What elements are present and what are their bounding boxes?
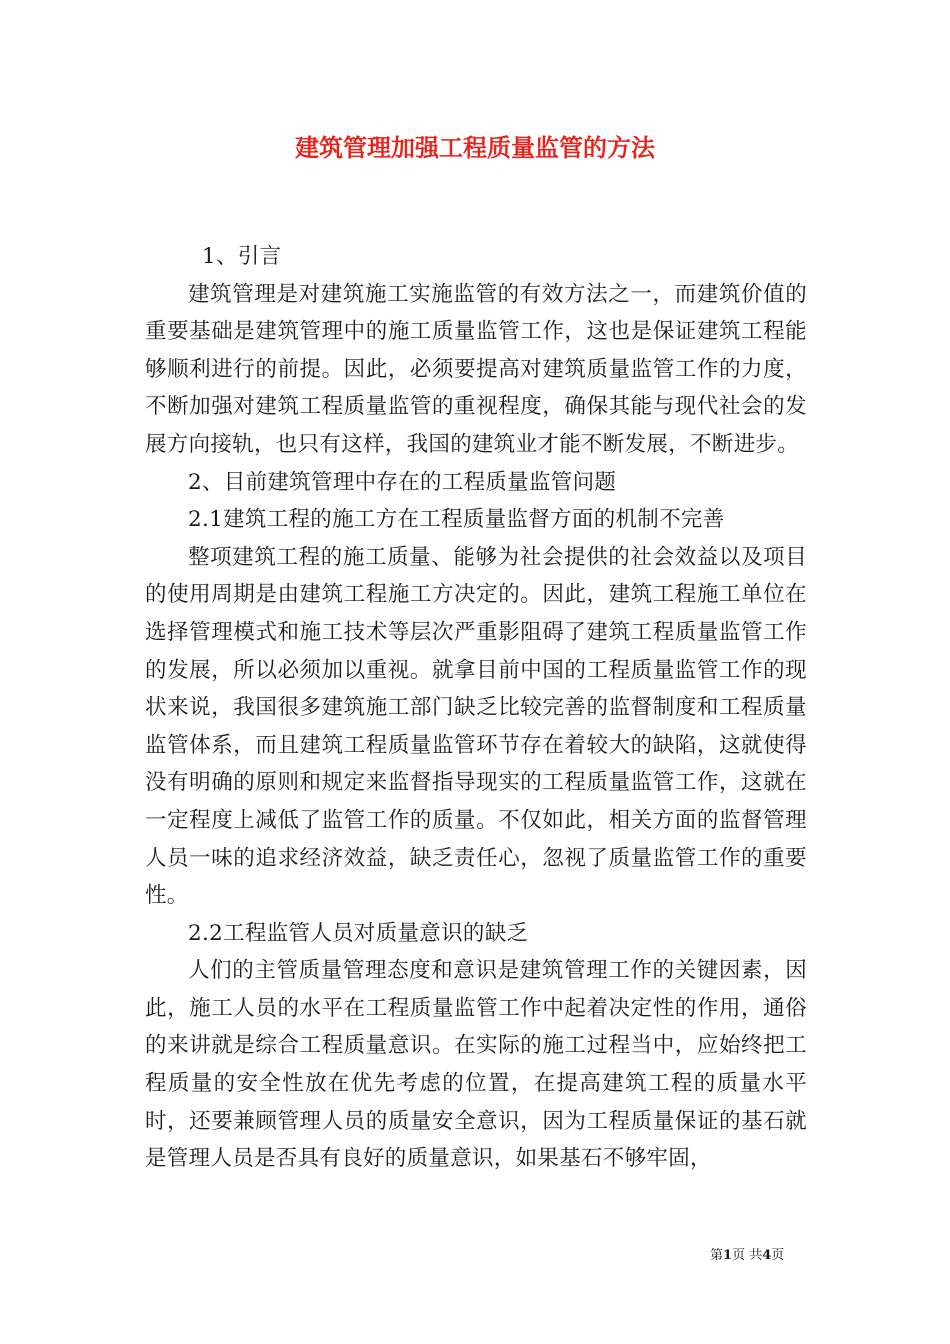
- subsection-heading-2-1: 2.1建筑工程的施工方在工程质量监督方面的机制不完善: [188, 507, 725, 533]
- document-title: 建筑管理加强工程质量监管的方法: [295, 133, 655, 162]
- footer-suffix: 页: [771, 1248, 785, 1263]
- document-body: [145, 238, 807, 1178]
- footer-middle: 页 共: [732, 1248, 763, 1263]
- page-footer: [710, 1247, 830, 1265]
- subsection-heading-2-2: 2.2工程监管人员对质量意识的缺乏: [188, 920, 529, 946]
- paragraph-intro: 建筑管理是对建筑施工实施监管的有效方法之一，而建筑价值的重要基础是建筑管理中的施工质量监管工作，这也是保证建筑工程能够顺利进行的前提。因此，必须要提高对建筑质量监管工作的力度，不断加强对建筑工程质量监管的重视程度，确保其能与现代社会的发展方向接轨，也只有这样，我国的建筑业才能不断发展，不断进步。: [145, 281, 807, 457]
- footer-prefix: 第: [710, 1248, 724, 1263]
- footer-current-page: 1: [723, 1248, 733, 1263]
- section-heading-problems: 2、目前建筑管理中存在的工程质量监管问题: [188, 469, 617, 495]
- paragraph-2-2: 人们的主管质量管理态度和意识是建筑管理工作的关键因素，因此，施工人员的水平在工程质量监管工作中起着决定性的作用，通俗的来讲就是综合工程质量意识。在实际的施工过程当中，应始终把工程质量的安全性放在优先考虑的位置，在提高建筑工程的质量水平时，还要兼顾管理人员的质量安全意识，因为工程质量保证的基石就是管理人员是否具有良好的质量意识，如果基石不够牢固，: [145, 958, 807, 1172]
- paragraph-2-1: 整项建筑工程的施工质量、能够为社会提供的社会效益以及项目的使用周期是由建筑工程施工方决定的。因此，建筑工程施工单位在选择管理模式和施工技术等层次严重影阻碍了建筑工程质量监管工作的发展，所以必须加以重视。就拿目前中国的工程质量监管工作的现状来说，我国很多建筑施工部门缺乏比较完善的监督制度和工程质量监管体系，而且建筑工程质量监管环节存在着较大的缺陷，这就使得没有明确的原则和规定来监督指导现实的工程质量监管工作，这就在一定程度上减低了监管工作的质量。不仅如此，相关方面的监督管理人员一味的追求经济效益，缺乏责任心，忽视了质量监管工作的重要性。: [145, 544, 807, 909]
- section-heading-intro: 1、引言: [201, 244, 282, 269]
- footer-total-pages: 4: [762, 1248, 772, 1263]
